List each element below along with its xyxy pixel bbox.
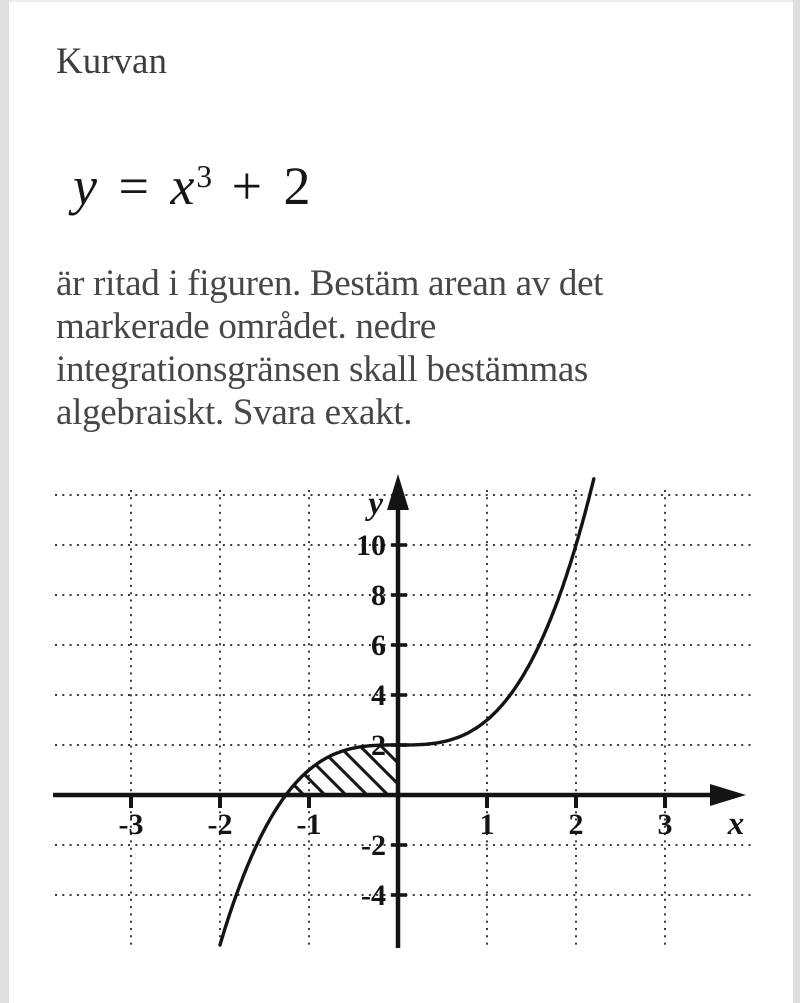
- body-line: algebraiskt. Svara exakt.: [56, 392, 413, 433]
- figure-svg: [0, 470, 800, 975]
- body-line: markerade området. nedre: [56, 306, 437, 347]
- formula-base: x: [170, 156, 197, 217]
- x-axis-letter: x: [727, 806, 745, 842]
- y-axis-letter: y: [368, 486, 383, 522]
- y-axis-arrow: [387, 474, 409, 510]
- gridlines: [55, 490, 753, 947]
- formula-exponent: 3: [196, 159, 213, 194]
- y-tick-label: 6: [371, 629, 386, 662]
- formula-equals: =: [98, 156, 171, 217]
- y-tick-label: 2: [371, 729, 386, 762]
- y-tick-label: 4: [371, 679, 386, 712]
- problem-body: [56, 262, 603, 434]
- x-tick-label: 3: [657, 808, 673, 841]
- function-curve: [220, 479, 594, 945]
- x-tick-label: -3: [118, 808, 144, 841]
- x-tick-label: -2: [207, 808, 233, 841]
- x-tick-label: 1: [479, 808, 495, 841]
- body-line: integrationsgränsen skall bestämmas: [56, 349, 589, 390]
- y-tick-label: 8: [371, 579, 386, 612]
- y-tick-label: -2: [361, 829, 386, 862]
- formula: [73, 148, 313, 215]
- x-tick-label: 2: [568, 808, 584, 841]
- formula-lhs: y: [73, 156, 99, 217]
- x-axis-arrow: [710, 784, 746, 806]
- y-tick-label: 10: [356, 529, 386, 562]
- y-tick-label: -4: [361, 879, 386, 912]
- problem-intro: Kurvan: [56, 41, 167, 82]
- x-tick-label: -1: [296, 808, 322, 841]
- body-line: är ritad i figuren. Bestäm arean av det: [56, 263, 604, 304]
- formula-tail: + 2: [212, 156, 313, 217]
